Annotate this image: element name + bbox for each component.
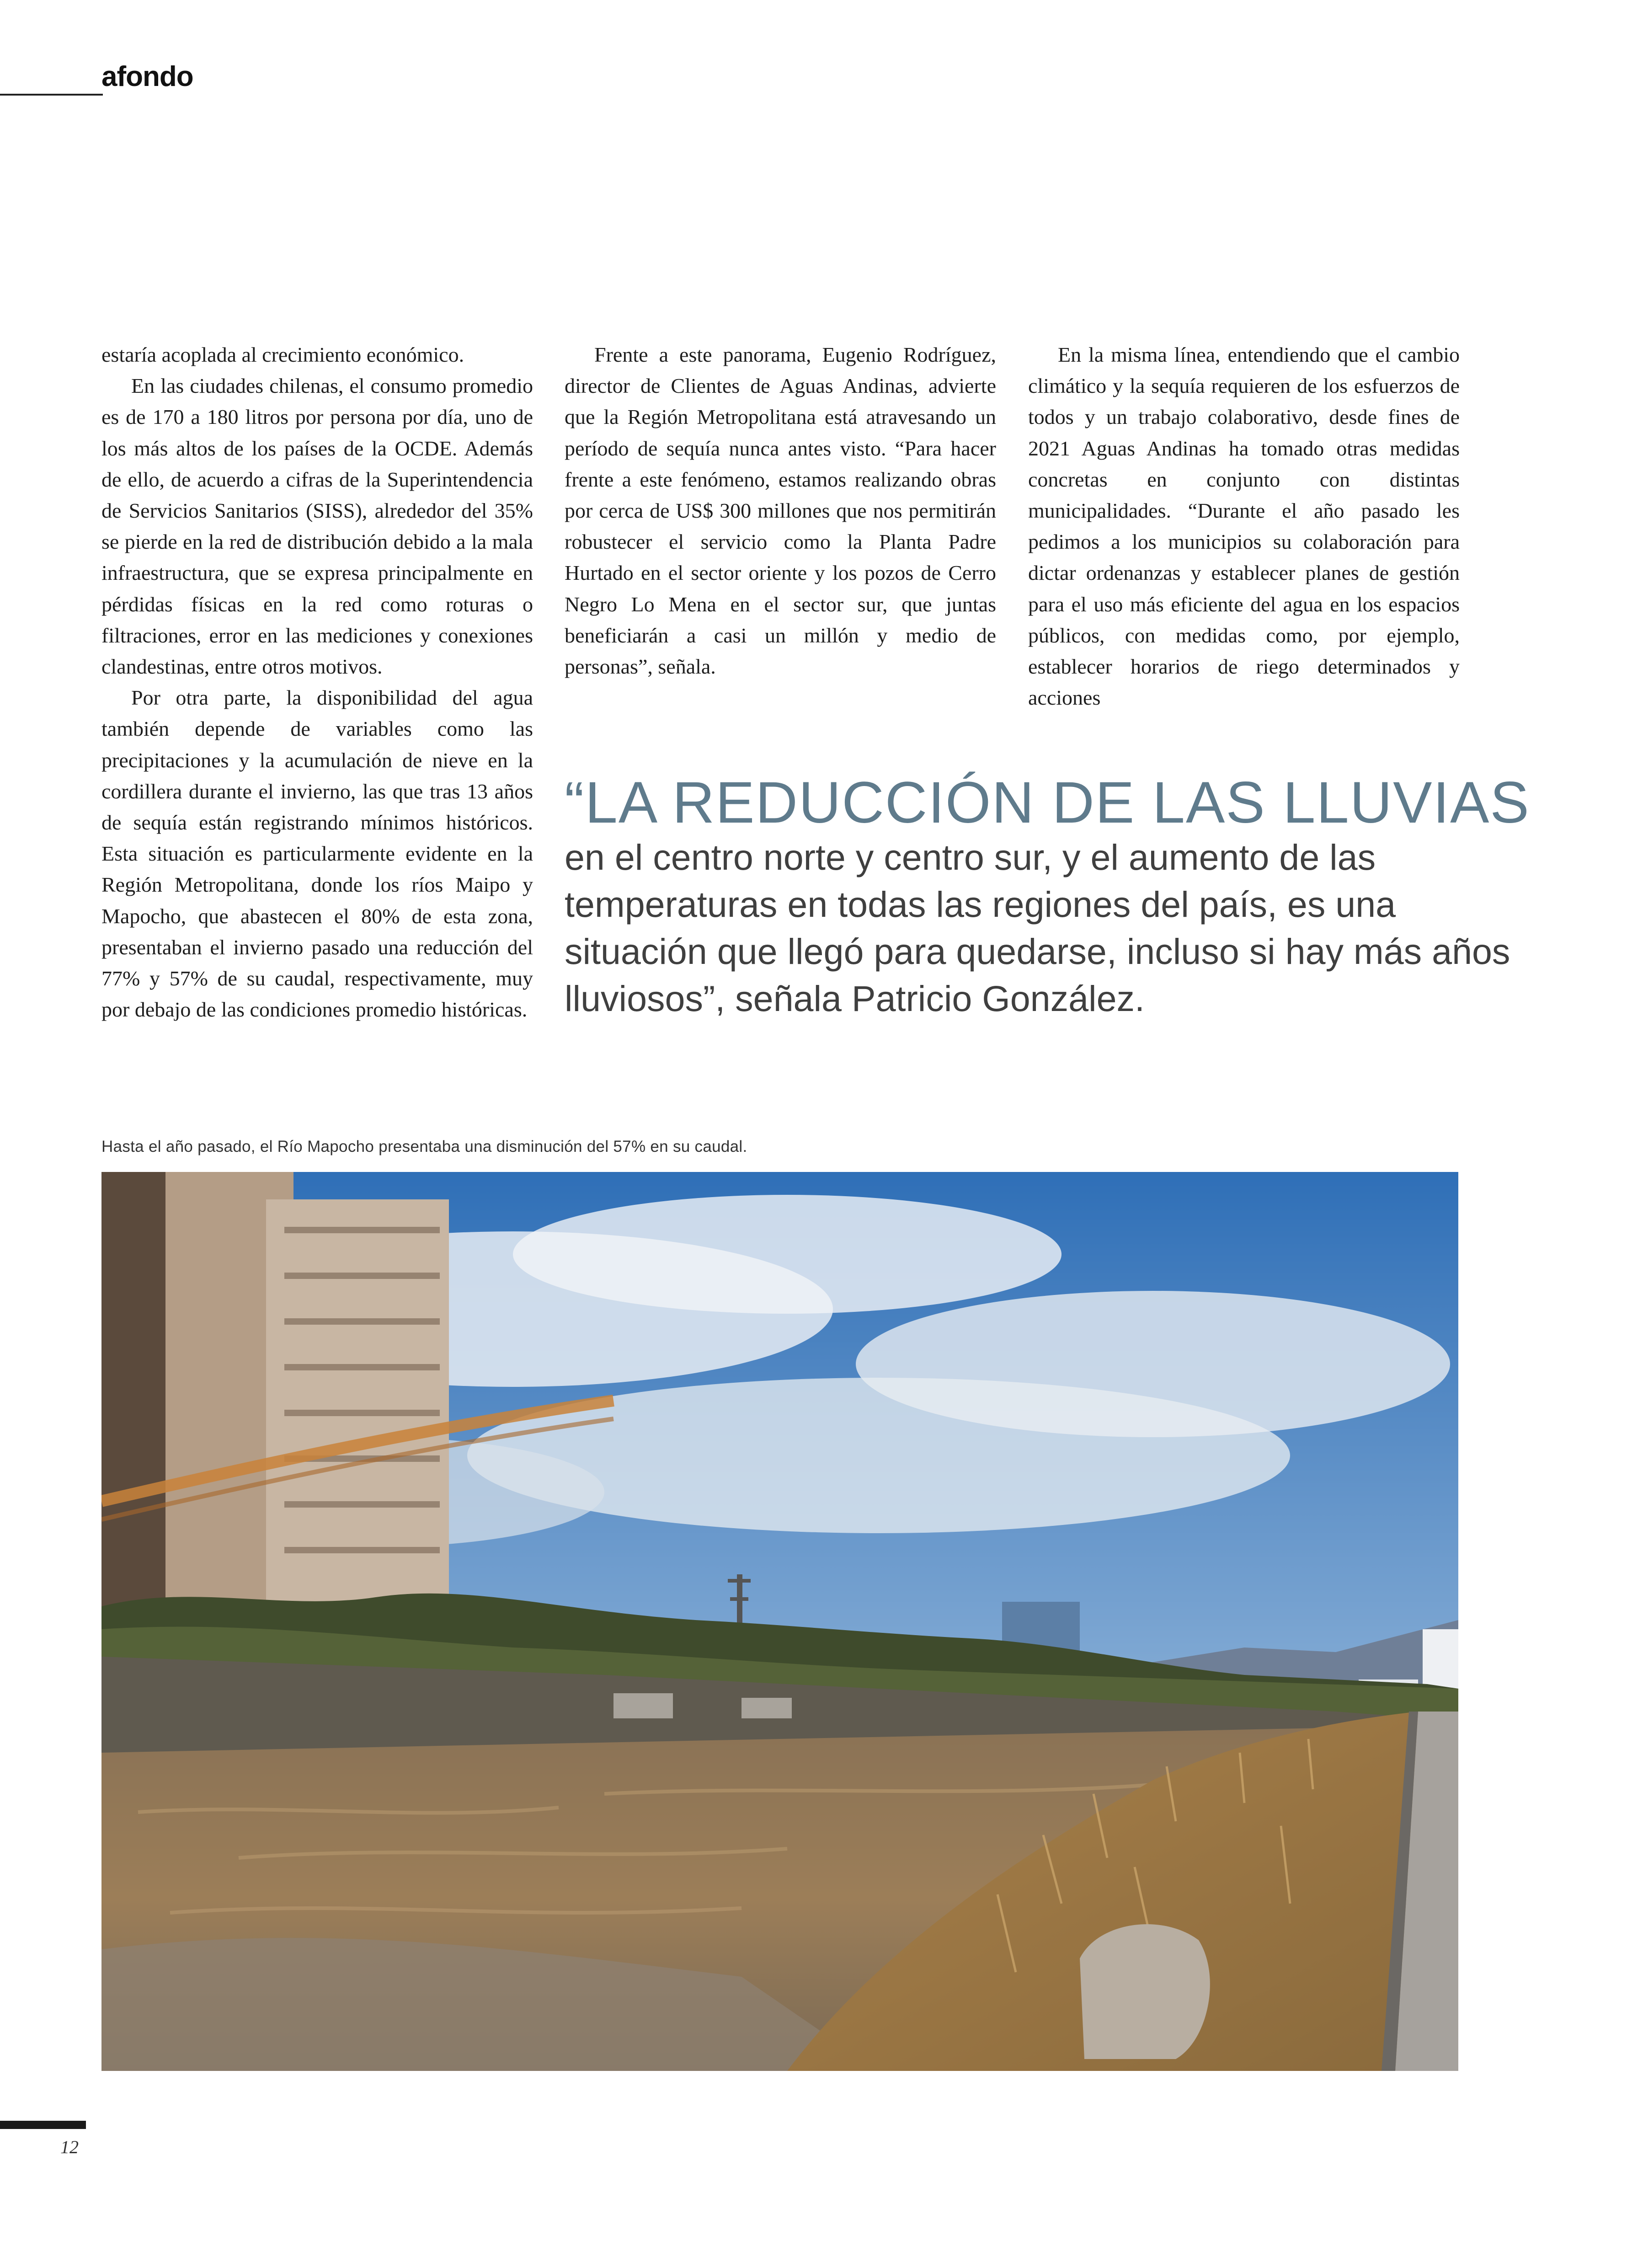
- photo-caption: Hasta el año pasado, el Río Mapocho presentaba una disminución del 57% en su caudal.: [101, 1138, 747, 1155]
- article-column-middle: [565, 339, 996, 682]
- article-column-left: [101, 339, 533, 1025]
- page-number: 12: [60, 2137, 79, 2157]
- paragraph: estaría acoplada al crecimiento económico.: [101, 343, 464, 366]
- header-rule: [0, 94, 103, 96]
- pull-quote-lead: “LA REDUCCIÓN DE LAS LLUVIAS: [565, 770, 1530, 835]
- article-column-right: [1028, 339, 1460, 713]
- paragraph: Frente a este panorama, Eugenio Rodríguez, director de Clientes de Aguas Andinas, advierte que la Región Metropolitana está atravesando un período de sequía nunca antes visto. “Para hacer frente a este fenómeno, estamos realizando obras por cerca de US$ 300 millones que nos permitirán robustecer el servicio como la Planta Padre Hurtado en el sector oriente y los pozos de Cerro Negro Lo Mena en el sector sur, que juntas beneficiarán a casi un millón y medio de personas”, señala.: [565, 343, 996, 679]
- paragraph: En la misma línea, entendiendo que el cambio climático y la sequía requieren de los esfuerzos de todos y un trabajo colaborativo, desde fines de 2021 Aguas Andinas ha tomado otras medidas concretas en conjunto con distintas municipalidades. “Durante el año pasado les pedimos a los municipios su colaboración para dictar ordenanzas y establecer planes de gestión para el uso más eficiente del agua en los espacios públicos, con medidas como, por ejemplo, establecer horarios de riego determinados y acciones: [1028, 343, 1460, 710]
- section-label: afondo: [101, 61, 193, 92]
- paragraph: En las ciudades chilenas, el consumo promedio es de 170 a 180 litros por persona por día, uno de los más altos de los países de la OCDE. Además de ello, de acuerdo a cifras de la Superintendencia de Servicios Sanitarios (SISS), alrededor del 35% se pierde en la red de distribución debido a la mala infraestructura, que se expresa principalmente en pérdidas físicas en la red como roturas o filtraciones, error en las mediciones y conexiones clandestinas, entre otros motivos.: [101, 374, 533, 679]
- footer-bar: [0, 2121, 86, 2129]
- paragraph: Por otra parte, la disponibilidad del agua también depende de variables como las precipitaciones y la acumulación de nieve en la cordillera durante el invierno, las que tras 13 años de sequía están registrando mínimos históricos. Esta situación es particularmente evidente en la Región Metropolitana, donde los ríos Maipo y Mapocho, que abastecen el 80% de esta zona, presentaban el invierno pasado una reducción del 77% y 57% de su caudal, respectivamente, muy por debajo de las condiciones promedio históricas.: [101, 686, 533, 1022]
- river-photo: [101, 1172, 1458, 2071]
- pull-quote: [565, 770, 1530, 1022]
- pull-quote-body: en el centro norte y centro sur, y el aumento de las temperaturas en todas las regiones del país, es una situación que llegó para quedarse, incluso si hay más años lluviosos”, señala Patricio González.: [565, 837, 1510, 1019]
